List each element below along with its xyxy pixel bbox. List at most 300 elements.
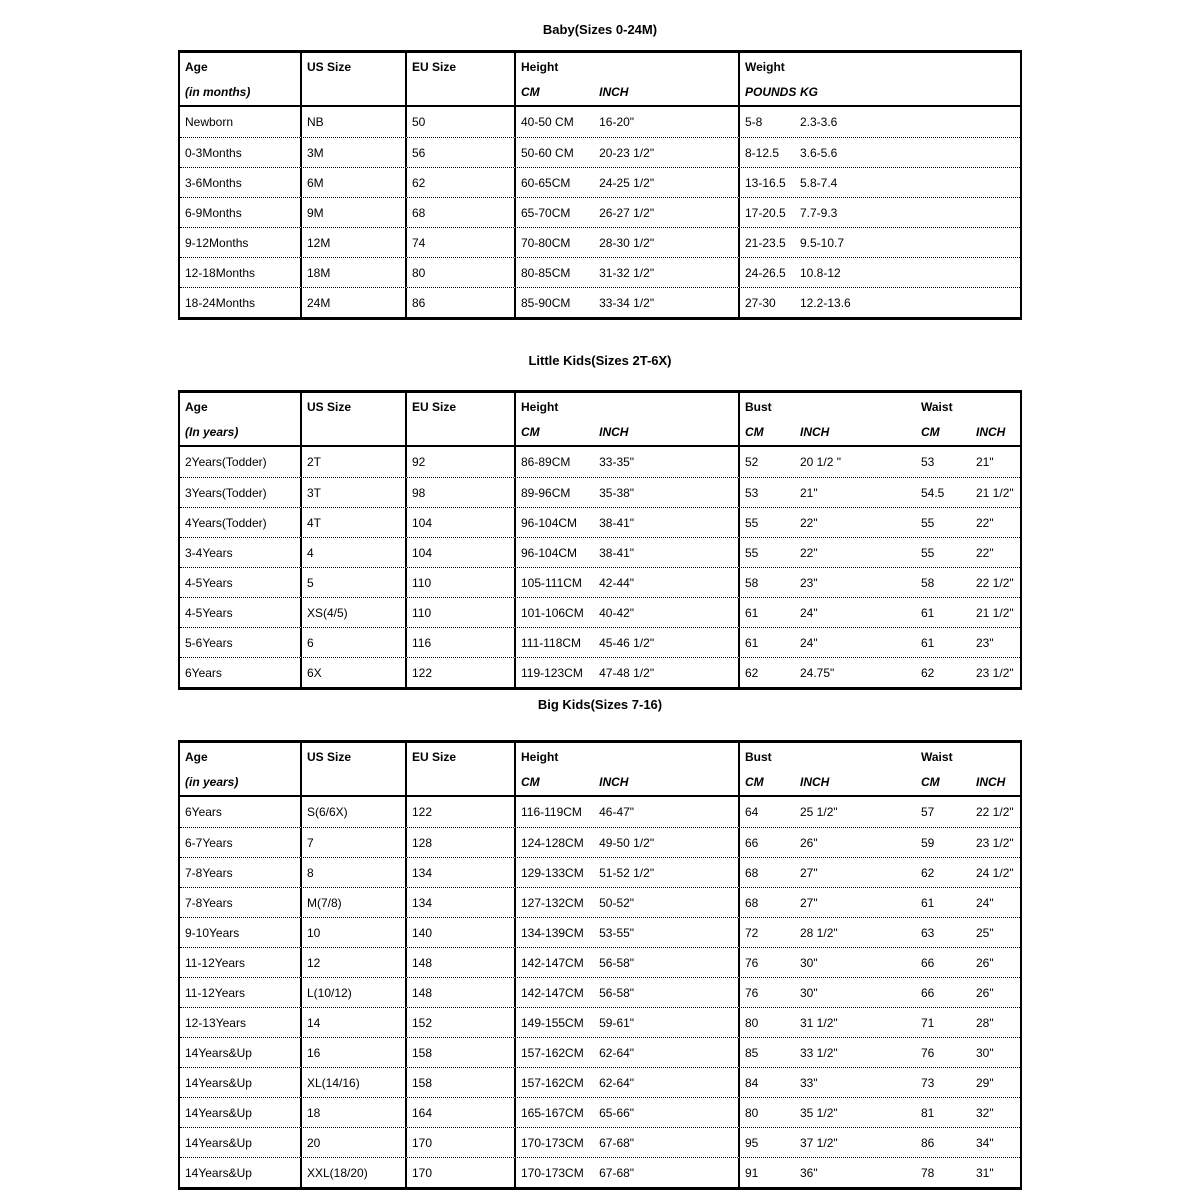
waist-inch-value: 26" (976, 985, 994, 1000)
us-size-column-header (302, 393, 407, 445)
waist-inch-value: 22 1/2" (976, 805, 1014, 819)
age-cell: 3Years(Todder) (180, 478, 302, 507)
eu-size-cell: 170 (407, 1128, 516, 1157)
table-row (180, 287, 1020, 317)
height-cm-value: 157-162CM (521, 1075, 584, 1090)
bust-waist-cell (740, 978, 1020, 1007)
bust-cm-value: 72 (745, 925, 759, 940)
eu-size-cell: 116 (407, 628, 516, 657)
us-size-cell: XXL(18/20) (302, 1158, 407, 1187)
eu-size-cell: 152 (407, 1008, 516, 1037)
height-inch-value: 51-52 1/2" (599, 865, 655, 880)
us-size-cell: 14 (302, 1008, 407, 1037)
eu-size-cell: 110 (407, 598, 516, 627)
weight-column-header (740, 53, 1020, 105)
bust-inch-value: 27" (800, 895, 818, 910)
height-cm-label: CM (521, 425, 540, 439)
bust-waist-cell (740, 628, 1020, 657)
eu-size-cell: 122 (407, 797, 516, 827)
eu-size-cell: 86 (407, 288, 516, 317)
height-inch-value: 33-35" (599, 455, 635, 469)
bust-waist-cell (740, 478, 1020, 507)
table-row (180, 857, 1020, 887)
waist-cm-value: 76 (921, 1045, 935, 1060)
height-cell (516, 258, 740, 287)
bust-inch-value: 24" (800, 605, 818, 620)
height-cm-value: 149-155CM (521, 1015, 584, 1030)
weight-pounds-value: 21-23.5 (745, 235, 786, 250)
table-body (180, 797, 1020, 1187)
waist-label: Waist (921, 400, 953, 414)
age-cell: 12-18Months (180, 258, 302, 287)
height-column-header (516, 393, 740, 445)
height-cm-value: 119-123CM (521, 665, 583, 680)
us-size-cell: 3M (302, 138, 407, 167)
weight-pounds-value: 17-20.5 (745, 205, 786, 220)
height-cell (516, 888, 740, 917)
age-cell: 6Years (180, 797, 302, 827)
bust-cm-value: 52 (745, 455, 759, 469)
age-column-header (180, 53, 302, 105)
waist-cm-value: 73 (921, 1075, 935, 1090)
waist-inch-value: 34" (976, 1135, 994, 1150)
big-kids-size-table (178, 740, 1022, 1190)
waist-inch-value: 23 1/2" (976, 835, 1014, 850)
weight-cell (740, 288, 1020, 317)
bust-inch-value: 24" (800, 635, 818, 650)
bust-inch-value: 37 1/2" (800, 1135, 838, 1150)
eu-size-cell: 140 (407, 918, 516, 947)
table-row (180, 627, 1020, 657)
height-cm-value: 80-85CM (521, 265, 571, 280)
age-cell: 12-13Years (180, 1008, 302, 1037)
eu-size-cell: 134 (407, 858, 516, 887)
bust-inch-value: 22" (800, 545, 818, 560)
table-row (180, 657, 1020, 687)
height-cell (516, 198, 740, 227)
eu-size-cell: 92 (407, 447, 516, 477)
table-row (180, 477, 1020, 507)
bust-waist-subheader (745, 425, 1020, 439)
height-cell (516, 978, 740, 1007)
table-row (180, 1157, 1020, 1187)
bust-waist-cell (740, 888, 1020, 917)
waist-inch-value: 21" (976, 455, 994, 469)
bust-cm-value: 91 (745, 1165, 759, 1180)
waist-cm-value: 54.5 (921, 485, 945, 500)
waist-cm-value: 78 (921, 1165, 935, 1180)
eu-size-cell: 68 (407, 198, 516, 227)
waist-inch-value: 29" (976, 1075, 994, 1090)
table-row (180, 797, 1020, 827)
table-title-little-kids: Little Kids(Sizes 2T-6X) (528, 353, 672, 368)
bust-inch-value: 24.75" (800, 665, 835, 680)
bust-waist-cell (740, 858, 1020, 887)
weight-cell (740, 138, 1020, 167)
weight-pounds-value: 5-8 (745, 115, 763, 129)
table-title-big-kids: Big Kids(Sizes 7-16) (537, 697, 663, 712)
eu-size-cell: 80 (407, 258, 516, 287)
us-size-cell: 18 (302, 1098, 407, 1127)
waist-cm-value: 86 (921, 1135, 935, 1150)
height-cell (516, 828, 740, 857)
bust-inch-value: 20 1/2 " (800, 455, 841, 469)
us-size-cell: L(10/12) (302, 978, 407, 1007)
eu-size-cell: 74 (407, 228, 516, 257)
height-inch-label: INCH (599, 85, 629, 99)
height-label: Height (521, 400, 559, 414)
eu-size-cell: 158 (407, 1068, 516, 1097)
weight-kg-label: KG (800, 85, 818, 99)
height-inch-value: 31-32 1/2" (599, 265, 655, 280)
table-row (180, 537, 1020, 567)
weight-pounds-value: 8-12.5 (745, 145, 780, 160)
bust-inch-label: INCH (800, 425, 830, 439)
weight-cell (740, 107, 1020, 137)
height-cm-value: 101-106CM (521, 605, 584, 620)
waist-cm-value: 62 (921, 865, 935, 880)
us-size-cell: 3T (302, 478, 407, 507)
eu-size-cell: 104 (407, 538, 516, 567)
waist-cm-label: CM (921, 775, 940, 789)
height-subheader (521, 425, 738, 439)
height-inch-value: 62-64" (599, 1075, 635, 1090)
height-column-header (516, 53, 740, 105)
eu-size-column-header (407, 743, 516, 795)
us-size-cell: XS(4/5) (302, 598, 407, 627)
height-cell (516, 288, 740, 317)
height-cm-value: 40-50 CM (521, 115, 574, 129)
height-cell (516, 478, 740, 507)
height-cell (516, 858, 740, 887)
table-body (180, 107, 1020, 317)
bust-waist-cell (740, 447, 1020, 477)
table-row (180, 257, 1020, 287)
bust-waist-labels (745, 400, 1020, 414)
waist-inch-value: 25" (976, 925, 994, 940)
table-row (180, 507, 1020, 537)
waist-inch-value: 23" (976, 635, 994, 650)
bust-inch-value: 25 1/2" (800, 805, 838, 819)
little-kids-size-table (178, 390, 1022, 690)
bust-cm-value: 76 (745, 955, 759, 970)
waist-inch-value: 24 1/2" (976, 865, 1014, 880)
height-cm-value: 157-162CM (521, 1045, 584, 1060)
bust-cm-value: 80 (745, 1015, 759, 1030)
weight-kg-value: 3.6-5.6 (800, 145, 838, 160)
height-cell (516, 918, 740, 947)
height-cm-value: 129-133CM (521, 865, 584, 880)
us-size-cell: 18M (302, 258, 407, 287)
weight-pounds-value: 24-26.5 (745, 265, 786, 280)
us-size-cell: 7 (302, 828, 407, 857)
us-size-cell: 8 (302, 858, 407, 887)
height-cm-label: CM (521, 775, 540, 789)
weight-kg-value: 12.2-13.6 (800, 295, 851, 310)
us-size-cell: 6 (302, 628, 407, 657)
waist-inch-label: INCH (976, 425, 1006, 439)
bust-waist-cell (740, 1128, 1020, 1157)
bust-cm-value: 85 (745, 1045, 759, 1060)
waist-inch-value: 22" (976, 515, 994, 530)
eu-size-cell: 164 (407, 1098, 516, 1127)
bust-cm-value: 53 (745, 485, 759, 500)
waist-cm-value: 61 (921, 635, 935, 650)
table-row (180, 107, 1020, 137)
height-inch-value: 50-52" (599, 895, 635, 910)
height-column-header (516, 743, 740, 795)
weight-cell (740, 228, 1020, 257)
table-row (180, 167, 1020, 197)
weight-subheader (745, 85, 1020, 99)
height-cell (516, 568, 740, 597)
age-unit-label: (in years) (185, 775, 239, 789)
age-cell: 3-4Years (180, 538, 302, 567)
us-size-cell: 6X (302, 658, 407, 687)
height-cell (516, 658, 740, 687)
height-cm-value: 65-70CM (521, 205, 571, 220)
height-cell (516, 598, 740, 627)
bust-waist-cell (740, 918, 1020, 947)
bust-inch-value: 23" (800, 575, 818, 590)
waist-cm-value: 61 (921, 605, 935, 620)
eu-size-label: EU Size (412, 60, 457, 74)
height-cell (516, 138, 740, 167)
table-row (180, 977, 1020, 1007)
age-label: Age (185, 750, 208, 764)
bust-cm-value: 55 (745, 545, 759, 560)
bust-cm-value: 64 (745, 805, 759, 819)
height-cell (516, 1068, 740, 1097)
height-inch-value: 20-23 1/2" (599, 145, 655, 160)
age-cell: 6-7Years (180, 828, 302, 857)
height-inch-value: 53-55" (599, 925, 635, 940)
eu-size-label: EU Size (412, 400, 457, 414)
table-header-row (180, 743, 1020, 797)
table-row (180, 1037, 1020, 1067)
bust-waist-cell (740, 508, 1020, 537)
height-cm-value: 60-65CM (521, 175, 571, 190)
age-cell: 14Years&Up (180, 1038, 302, 1067)
waist-inch-value: 28" (976, 1015, 994, 1030)
height-cm-value: 127-132CM (521, 895, 584, 910)
waist-inch-value: 32" (976, 1105, 994, 1120)
table-row (180, 1007, 1020, 1037)
us-size-cell: 20 (302, 1128, 407, 1157)
eu-size-cell: 128 (407, 828, 516, 857)
height-cell (516, 1158, 740, 1187)
waist-inch-value: 26" (976, 955, 994, 970)
bust-cm-value: 68 (745, 895, 759, 910)
waist-cm-value: 58 (921, 575, 935, 590)
table-body (180, 447, 1020, 687)
bust-inch-value: 35 1/2" (800, 1105, 838, 1120)
height-inch-value: 56-58" (599, 985, 635, 1000)
height-cell (516, 1128, 740, 1157)
waist-cm-value: 66 (921, 955, 935, 970)
height-cm-value: 89-96CM (521, 485, 571, 500)
height-cm-value: 70-80CM (521, 235, 571, 250)
age-cell: 14Years&Up (180, 1128, 302, 1157)
height-cm-value: 116-119CM (521, 805, 582, 819)
bust-cm-label: CM (745, 775, 764, 789)
bust-waist-cell (740, 948, 1020, 977)
bust-label: Bust (745, 750, 772, 764)
table-row (180, 197, 1020, 227)
age-label: Age (185, 400, 208, 414)
weight-kg-value: 9.5-10.7 (800, 235, 845, 250)
bust-inch-label: INCH (800, 775, 830, 789)
height-cm-value: 111-118CM (521, 635, 582, 650)
age-cell: 11-12Years (180, 948, 302, 977)
us-size-cell: 12M (302, 228, 407, 257)
table-row (180, 567, 1020, 597)
age-cell: 7-8Years (180, 888, 302, 917)
age-cell: 3-6Months (180, 168, 302, 197)
age-cell: 9-12Months (180, 228, 302, 257)
bust-cm-value: 84 (745, 1075, 759, 1090)
bust-waist-cell (740, 1098, 1020, 1127)
height-inch-value: 47-48 1/2" (599, 665, 655, 680)
bust-inch-value: 21" (800, 485, 818, 500)
eu-size-cell: 50 (407, 107, 516, 137)
height-cm-value: 142-147CM (521, 955, 584, 970)
us-size-label: US Size (307, 400, 352, 414)
bust-label: Bust (745, 400, 772, 414)
bust-waist-cell (740, 598, 1020, 627)
eu-size-cell: 158 (407, 1038, 516, 1067)
height-cm-value: 96-104CM (521, 515, 578, 530)
age-cell: 18-24Months (180, 288, 302, 317)
bust-waist-column-header (740, 743, 1020, 795)
age-cell: Newborn (180, 107, 302, 137)
us-size-cell: XL(14/16) (302, 1068, 407, 1097)
height-inch-value: 33-34 1/2" (599, 295, 655, 310)
height-cm-value: 50-60 CM (521, 145, 574, 160)
height-inch-value: 16-20" (599, 115, 635, 129)
height-cell (516, 168, 740, 197)
waist-cm-value: 57 (921, 805, 935, 819)
bust-cm-value: 61 (745, 635, 759, 650)
bust-inch-value: 28 1/2" (800, 925, 838, 940)
height-cm-label: CM (521, 85, 540, 99)
height-inch-value: 56-58" (599, 955, 635, 970)
age-cell: 9-10Years (180, 918, 302, 947)
bust-cm-value: 58 (745, 575, 759, 590)
table-row (180, 887, 1020, 917)
height-inch-value: 59-61" (599, 1015, 635, 1030)
height-inch-value: 62-64" (599, 1045, 635, 1060)
age-cell: 4-5Years (180, 598, 302, 627)
weight-label: Weight (745, 60, 785, 74)
bust-inch-value: 33" (800, 1075, 818, 1090)
bust-inch-value: 27" (800, 865, 818, 880)
age-cell: 14Years&Up (180, 1068, 302, 1097)
eu-size-column-header (407, 393, 516, 445)
waist-cm-value: 63 (921, 925, 935, 940)
height-cell (516, 1038, 740, 1067)
age-cell: 11-12Years (180, 978, 302, 1007)
weight-kg-value: 5.8-7.4 (800, 175, 838, 190)
height-cm-value: 86-89CM (521, 455, 571, 469)
height-subheader (521, 775, 738, 789)
height-cell (516, 628, 740, 657)
table-header-row (180, 393, 1020, 447)
height-inch-value: 67-68" (599, 1165, 635, 1180)
bust-waist-cell (740, 797, 1020, 827)
waist-inch-label: INCH (976, 775, 1006, 789)
bust-cm-value: 80 (745, 1105, 759, 1120)
eu-size-cell: 148 (407, 978, 516, 1007)
waist-inch-value: 30" (976, 1045, 994, 1060)
age-unit-label: (in months) (185, 85, 251, 99)
table-header-row (180, 53, 1020, 107)
height-inch-value: 46-47" (599, 805, 635, 819)
us-size-cell: 5 (302, 568, 407, 597)
age-cell: 4-5Years (180, 568, 302, 597)
table-row (180, 947, 1020, 977)
bust-cm-value: 76 (745, 985, 759, 1000)
eu-size-cell: 170 (407, 1158, 516, 1187)
height-cell (516, 447, 740, 477)
height-cell (516, 228, 740, 257)
waist-cm-value: 66 (921, 985, 935, 1000)
height-label: Height (521, 750, 559, 764)
waist-inch-value: 22 1/2" (976, 575, 1014, 590)
bust-inch-value: 31 1/2" (800, 1015, 838, 1030)
bust-waist-cell (740, 1038, 1020, 1067)
height-inch-value: 65-66" (599, 1105, 635, 1120)
height-inch-value: 24-25 1/2" (599, 175, 655, 190)
height-cell (516, 508, 740, 537)
waist-inch-value: 21 1/2" (976, 485, 1014, 500)
eu-size-cell: 122 (407, 658, 516, 687)
waist-inch-value: 31" (976, 1165, 994, 1180)
height-inch-value: 40-42" (599, 605, 635, 620)
height-cm-value: 134-139CM (521, 925, 584, 940)
age-column-header (180, 393, 302, 445)
waist-inch-value: 24" (976, 895, 994, 910)
waist-cm-value: 53 (921, 455, 935, 469)
us-size-label: US Size (307, 60, 352, 74)
bust-inch-value: 26" (800, 835, 818, 850)
waist-cm-label: CM (921, 425, 940, 439)
table-row (180, 1127, 1020, 1157)
bust-cm-value: 95 (745, 1135, 759, 1150)
bust-inch-value: 22" (800, 515, 818, 530)
height-inch-value: 38-41" (599, 515, 635, 530)
height-cm-value: 96-104CM (521, 545, 578, 560)
height-inch-value: 67-68" (599, 1135, 635, 1150)
height-inch-value: 35-38" (599, 485, 635, 500)
bust-waist-cell (740, 658, 1020, 687)
bust-inch-value: 30" (800, 955, 818, 970)
age-cell: 5-6Years (180, 628, 302, 657)
height-subheader (521, 85, 738, 99)
bust-inch-value: 30" (800, 985, 818, 1000)
baby-size-table (178, 50, 1022, 320)
waist-cm-value: 62 (921, 665, 935, 680)
table-row (180, 227, 1020, 257)
height-inch-label: INCH (599, 775, 629, 789)
table-row (180, 1067, 1020, 1097)
bust-cm-value: 66 (745, 835, 759, 850)
age-cell: 6-9Months (180, 198, 302, 227)
bust-waist-cell (740, 1158, 1020, 1187)
age-label: Age (185, 60, 208, 74)
height-cell (516, 948, 740, 977)
eu-size-cell: 56 (407, 138, 516, 167)
